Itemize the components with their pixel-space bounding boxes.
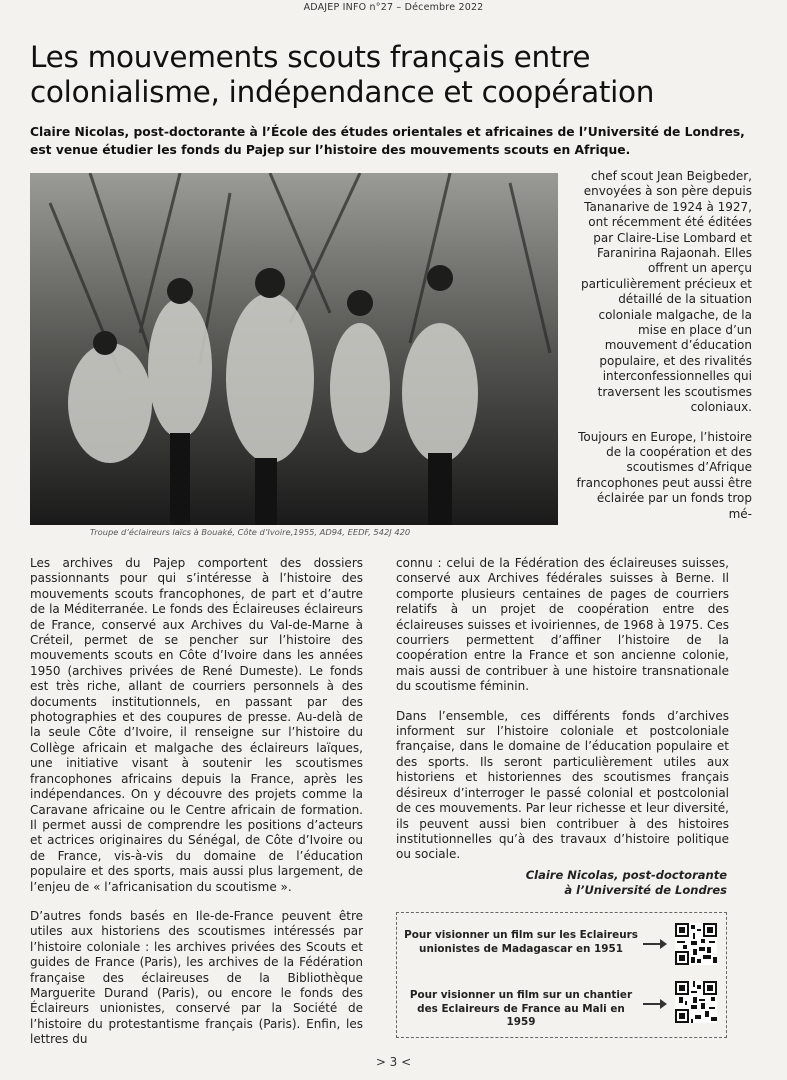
page-number: > 3 < bbox=[375, 1055, 412, 1069]
paragraph: Les archives du Pajep comportent des dossiers passionnants pour qui s’intéresse à l’histoire des mouvements scouts francophones, de part et d’autre de la Méditerranée. Le fonds des Éclaireuses éclaireurs de France, conservé aux Archives du Val-de-Marne à Créteil, permet de se pencher sur l’histoire des mouvements scouts en Côte d’Ivoire dans les années 1950 (archives privées de René Dumeste). Le fonds est très riche, allant de courriers personnels à des documents institutionnels, en passant par des photographies et des coupures de presse. Au-delà de la seule Côte d’Ivoire, il renseigne sur l’histoire du Collège africain et malgache des éclaireurs laïques, une initiative visant à soutenir les scoutismes francophones africains depuis la France, après les indépendances. On y découvre des projets comme la Caravane africaine ou le Centre africain de formation. Il permet aussi de comprendre les positions d’acteurs et actrices originaires du Sénégal, de Côte d’Ivoire ou de France, vis-à-vis du domaine de l’éducation populaire et des sports, mais aussi plus largement, de l’enjeu de « l’africanisation du scoutisme ». bbox=[30, 556, 363, 894]
paragraph: connu : celui de la Fédération des éclaireuses suisses, conservé aux Archives fédérales suisses à Berne. Il comporte plusieurs centaines de pages de courriers relatifs à un projet de coopération entre des éclaireuses suisses et ivoiriennes, de 1968 à 1975. Ces courriers permettent d’affiner l’histoire de la coopération entre la France et son ancienne colonie, mais aussi de contribuer à une histoire transnationale du scoutisme féminin. bbox=[396, 556, 729, 694]
qr-label: Pour visionner un film sur les Eclaireurs unionistes de Madagascar en 1951 bbox=[404, 929, 638, 955]
paragraph: Dans l’ensemble, ces différents fonds d’archives informent sur l’histoire coloniale et postcoloniale française, dans le domaine de l’éducation populaire et des sports. Ils seront particulièrement utiles aux historiens et historiennes des scoutismes français désireux d’interroger le passé colonial et postcolonial de ces mouvements. Par leur richesse et leur diversité, ils peuvent aussi bien contribuer à des histoires institutionnelles qu’à des travaux d’histoire politique ou sociale. bbox=[396, 708, 729, 862]
arrow-right-icon bbox=[643, 1003, 665, 1005]
paragraph: chef scout Jean Beigbeder, envoyées à son père depuis Tananarive de 1924 à 1927, ont récemment été éditées par Claire-Lise Lombard et Faranirina Rajaonah. Elles offrent un aperçu particulièrement précieux et détaillé de la situation coloniale malgache, de la mise en place d’un mouvement d’éducation populaire, et des rivalités interconfessionnelles qui traversent les scoutismes coloniaux. bbox=[580, 169, 752, 415]
scout-troop-photo bbox=[30, 173, 558, 525]
photo-caption: Troupe d’éclaireurs laïcs à Bouaké, Côte d’Ivoire,1955, AD94, EEDF, 542J 420 bbox=[89, 527, 411, 537]
signature-line: à l’Université de Londres bbox=[564, 883, 727, 897]
qr-code-box bbox=[396, 912, 727, 1038]
article-lead: Claire Nicolas, post-doctorante à l’École des études orientales et africaines de l’Université de Londres, est venue étudier les fonds du Pajep sur l’histoire des mouvements scouts en Afrique. bbox=[30, 125, 745, 157]
author-signature bbox=[420, 868, 727, 898]
signature-line: Claire Nicolas, post-doctorante bbox=[525, 868, 727, 882]
arrow-right-icon bbox=[643, 943, 665, 945]
qr-row-mali bbox=[397, 979, 726, 1034]
qr-code-icon[interactable] bbox=[675, 981, 717, 1023]
paragraph: Toujours en Europe, l’histoire de la coopération et des scoutismes d’Afrique francophones peut aussi être éclairée par un fonds trop mé- bbox=[576, 429, 752, 521]
article-title: Les mouvements scouts français entre colonialisme, indépendance et coopération bbox=[30, 40, 655, 109]
paragraph: D’autres fonds basés en Ile-de-France peuvent être utiles aux historiens des scoutismes intéressés par l’histoire coloniale : les archives privées des Scouts et guides de France (Paris), les archives de la Fédération française des éclaireuses de la Bibliothèque Marguerite Durand (Paris), ou encore le fonds des Éclaireurs unionistes, conservé par la Société de l’histoire du protestantisme français (Paris). Enfin, les lettres du bbox=[30, 908, 363, 1047]
left-column bbox=[30, 556, 363, 1062]
right-top-column bbox=[574, 169, 752, 536]
right-column bbox=[396, 556, 729, 877]
qr-code-icon[interactable] bbox=[675, 923, 717, 965]
qr-row-madagascar bbox=[397, 921, 726, 976]
page-header: ADAJEP INFO n°27 – Décembre 2022 bbox=[303, 2, 484, 13]
qr-label: Pour visionner un film sur un chantier des Eclaireurs de France au Mali en 1959 bbox=[409, 989, 633, 1028]
